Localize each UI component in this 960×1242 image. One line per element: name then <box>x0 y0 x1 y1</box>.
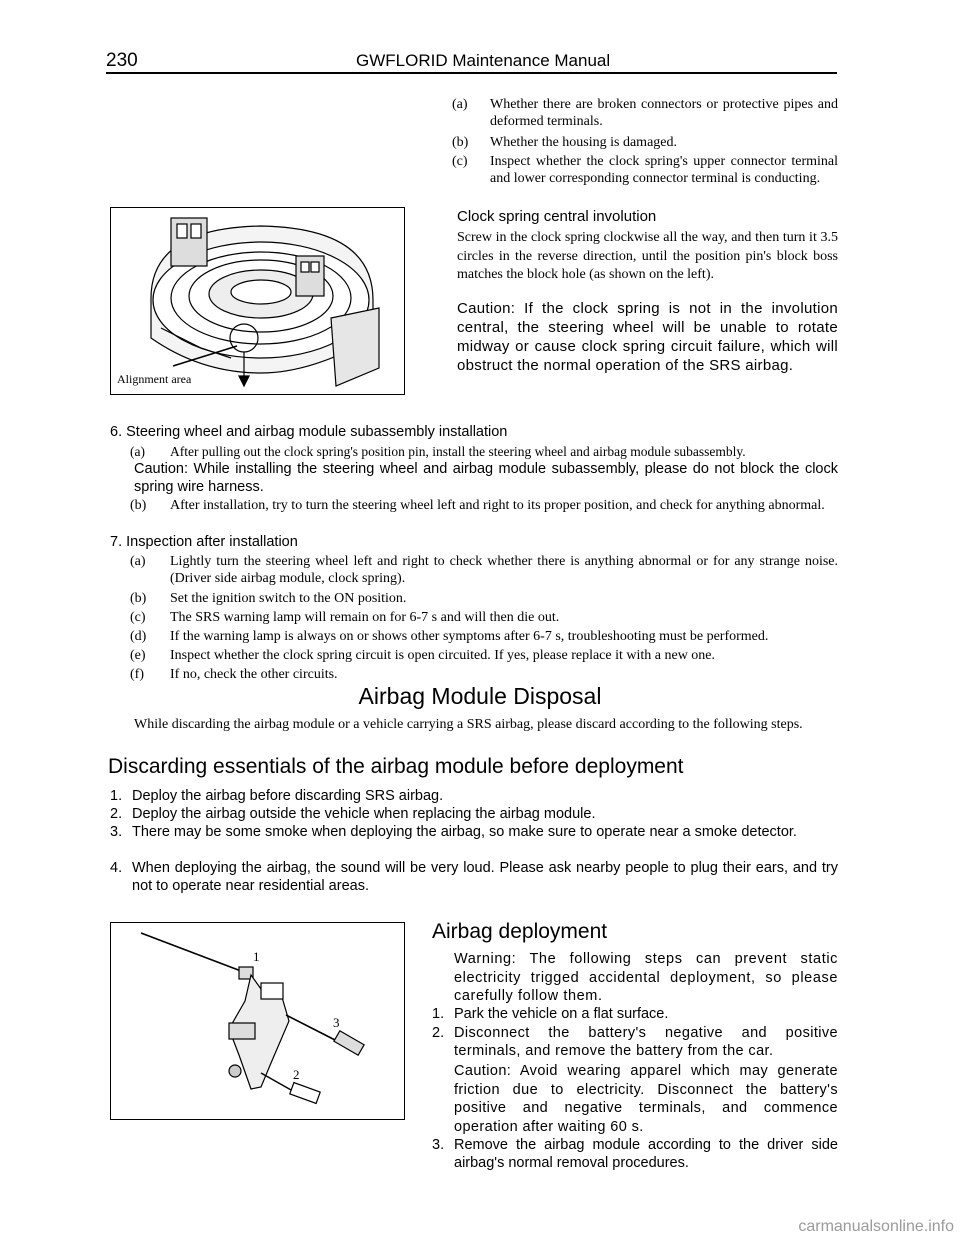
page-number: 230 <box>106 50 138 71</box>
clock-spring-caution: Caution: If the clock spring is not in the involution central, the steering wheel will be unable to rotate midway or cause clock spring circuit failure, which will obstruct the normal operation of the SRS airbag. <box>457 300 838 374</box>
list-item: 1. Deploy the airbag before discarding SRS airbag. <box>110 788 444 804</box>
list-item: (c) Inspect whether the clock spring's upper connector terminal and lower corresponding connector terminal is conducting. <box>452 154 838 186</box>
step6-heading: 6. Steering wheel and airbag module subassembly installation <box>110 424 508 440</box>
figure-callout-2: 2 <box>293 1067 300 1082</box>
deployment-step2-caution: Caution: Avoid wearing apparel which may generate friction due to electricity. Disconnect the battery's positive and negative terminals, and commence operation after waiting 60 s. <box>454 1063 838 1135</box>
manual-title: GWFLORID Maintenance Manual <box>356 51 611 70</box>
list-item: (a) After pulling out the clock spring's position pin, install the steering wheel and airbag module subassembly. <box>130 444 746 459</box>
alignment-area-label: Alignment area <box>117 372 192 386</box>
list-item: (a) Whether there are broken connectors or protective pipes and deformed terminals. <box>452 97 838 129</box>
list-item: (b) After installation, try to turn the steering wheel left and right to its proper position, and check for anything abnormal. <box>130 498 825 513</box>
clock-spring-figure <box>110 207 405 395</box>
clock-spring-body: Screw in the clock spring clockwise all the way, and then turn it 3.5 circles in the reverse direction, until the position pin's block boss matches the block hole (as shown on the left). <box>457 230 838 282</box>
list-item: (b) Set the ignition switch to the ON position. <box>130 591 407 606</box>
list-item: 2. Deploy the airbag outside the vehicle when replacing the airbag module. <box>110 806 596 822</box>
list-item: (a) Lightly turn the steering wheel left and right to check whether there is anything abnormal or for any strange noise. (Driver side airbag module, clock spring). <box>130 554 838 586</box>
figure-callout-1: 1 <box>253 949 260 964</box>
header-rule <box>106 72 837 74</box>
list-item: (e) Inspect whether the clock spring circuit is open circuited. If yes, please replace it with a new one. <box>130 648 716 663</box>
list-item: 3. Remove the airbag module according to the driver side airbag's normal removal procedures. <box>432 1137 838 1171</box>
airbag-deployment-figure <box>110 922 405 1120</box>
watermark: carmanualsonline.info <box>798 1218 954 1235</box>
list-item: 3. There may be some smoke when deploying the airbag, so make sure to operate near a smoke detector. <box>110 824 797 840</box>
deployment-title: Airbag deployment <box>432 920 608 943</box>
list-item: 2. Disconnect the battery's negative and positive terminals, and remove the battery from the car. <box>432 1025 838 1059</box>
list-item: (d) If the warning lamp is always on or shows other symptoms after 6-7 s, troubleshooting must be performed. <box>130 629 769 644</box>
step7-heading: 7. Inspection after installation <box>110 534 298 550</box>
disposal-intro: While discarding the airbag module or a vehicle carrying a SRS airbag, please discard according to the following steps. <box>134 717 803 732</box>
figure-callout-3: 3 <box>333 1015 340 1030</box>
deployment-warning: Warning: The following steps can prevent static electricity trigged accidental deployment, so please carefully follow them. <box>454 951 838 1004</box>
list-item: (b) Whether the housing is damaged. <box>452 135 678 150</box>
step6-caution: Caution: While installing the steering wheel and airbag module subassembly, please do not block the clock spring wire harness. <box>134 461 838 495</box>
list-item: 4. When deploying the airbag, the sound will be very loud. Please ask nearby people to plug their ears, and try not to operate near residential areas. <box>110 860 838 894</box>
essentials-title: Discarding essentials of the airbag module before deployment <box>108 755 684 778</box>
disposal-title: Airbag Module Disposal <box>358 683 602 709</box>
list-item: (f) If no, check the other circuits. <box>130 667 338 682</box>
clock-spring-heading: Clock spring central involution <box>457 208 657 225</box>
list-item: 1. Park the vehicle on a flat surface. <box>432 1006 669 1022</box>
clock-spring-illustration <box>111 208 404 394</box>
list-item: (c) The SRS warning lamp will remain on for 6-7 s and will then die out. <box>130 610 560 625</box>
